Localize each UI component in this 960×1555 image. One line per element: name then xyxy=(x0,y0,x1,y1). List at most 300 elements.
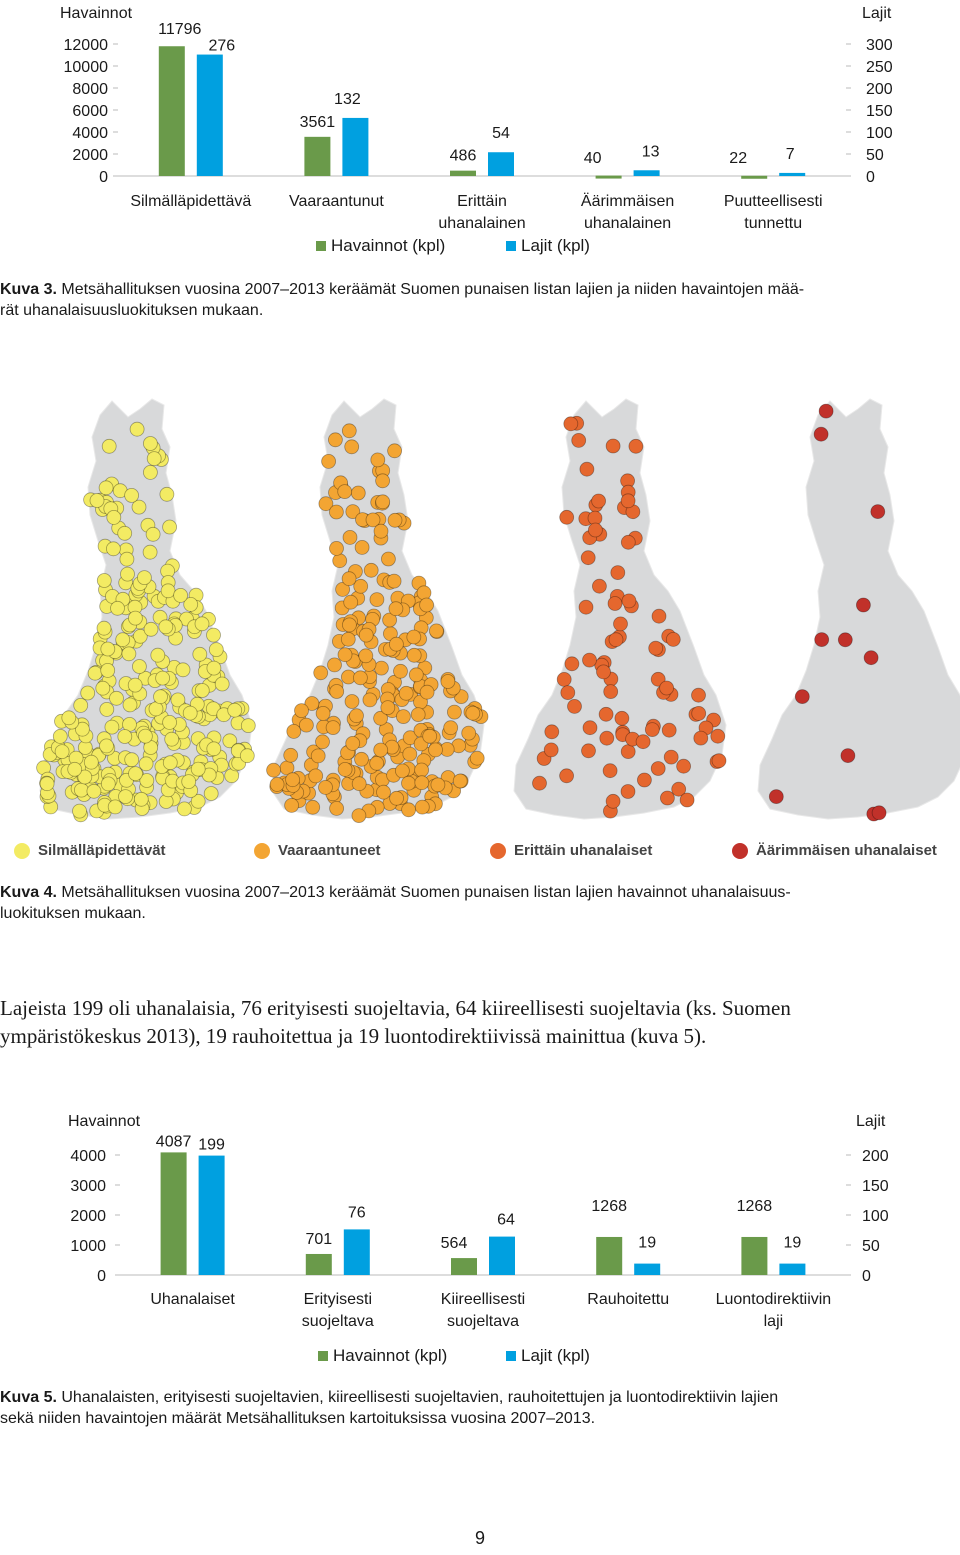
data-label-lajit: 19 xyxy=(638,1234,657,1252)
observation-dot xyxy=(344,595,358,609)
observation-dot xyxy=(108,800,122,814)
observation-dot xyxy=(692,706,706,720)
observation-dot xyxy=(285,798,299,812)
observation-dot xyxy=(101,663,115,677)
observation-dot xyxy=(62,711,76,725)
observation-dot xyxy=(387,574,401,588)
observation-dot xyxy=(306,800,320,814)
observation-dot xyxy=(856,598,870,612)
observation-dot xyxy=(139,757,153,771)
x-category-label: Äärimmäisen xyxy=(580,193,675,210)
observation-dot xyxy=(622,594,636,608)
observation-dot xyxy=(151,648,165,662)
observation-dot xyxy=(370,756,384,770)
observation-dot xyxy=(399,686,413,700)
observation-dot xyxy=(120,552,134,566)
observation-dot xyxy=(581,551,595,565)
observation-dot xyxy=(637,773,651,787)
map-legend-label: Erittäin uhanalaiset xyxy=(514,842,653,859)
observation-dot xyxy=(374,743,388,757)
bar-lajit xyxy=(342,118,368,176)
observation-dot xyxy=(342,618,356,632)
bar-havainnot xyxy=(451,1258,477,1275)
observation-dot xyxy=(342,572,356,586)
observation-dot xyxy=(346,736,360,750)
data-label-lajit: 13 xyxy=(641,143,660,161)
caption-label: Kuva 4. xyxy=(0,884,57,901)
observation-dot xyxy=(128,678,142,692)
observation-dot xyxy=(81,686,95,700)
observation-dot xyxy=(371,453,385,467)
data-label-havainnot: 1268 xyxy=(591,1197,627,1215)
observation-dot xyxy=(125,488,139,502)
observation-dot xyxy=(614,617,628,631)
observation-dot xyxy=(560,510,574,524)
observation-dot xyxy=(351,486,365,500)
y-tick-label-left: 2000 xyxy=(72,147,108,164)
observation-dot xyxy=(125,753,139,767)
chart2-ylabel-right: Lajit xyxy=(856,1113,886,1130)
y-tick-label-left: 3000 xyxy=(70,1178,106,1195)
observation-dot xyxy=(411,708,425,722)
x-category-label: laji xyxy=(763,1313,784,1330)
bar-havainnot xyxy=(161,1152,187,1275)
observation-dot xyxy=(462,726,476,740)
legend-label: Havainnot (kpl) xyxy=(333,1346,448,1365)
observation-dot xyxy=(394,664,408,678)
x-category-label: uhanalainen xyxy=(583,215,672,232)
observation-dot xyxy=(333,554,347,568)
observation-dot xyxy=(309,769,323,783)
observation-dot xyxy=(545,725,559,739)
bar-havainnot xyxy=(741,1237,767,1275)
observation-dot xyxy=(163,520,177,534)
observation-dot xyxy=(407,648,421,662)
observation-dot xyxy=(565,657,579,671)
observation-dot xyxy=(355,752,369,766)
observation-dot xyxy=(466,706,480,720)
data-label-lajit: 7 xyxy=(785,145,795,163)
observation-dot xyxy=(603,764,617,778)
observation-dot xyxy=(295,704,309,718)
observation-dot xyxy=(453,774,467,788)
observation-dot xyxy=(191,762,205,776)
observation-dot xyxy=(74,698,88,712)
observation-dot xyxy=(195,617,209,631)
observation-dot xyxy=(355,540,369,554)
yellow-dot-icon xyxy=(14,843,30,859)
observation-dot xyxy=(284,748,298,762)
x-category-label: Vaaraantunut xyxy=(288,193,384,210)
legend-swatch-green xyxy=(318,1351,328,1361)
observation-dot xyxy=(96,681,110,695)
observation-dot xyxy=(228,703,242,717)
observation-dot xyxy=(841,749,855,763)
y-tick-label-right: 150 xyxy=(862,1178,889,1195)
y-tick-label-left: 0 xyxy=(99,169,108,186)
chart1-ylabel-right: Lajit xyxy=(862,5,892,22)
observation-dot xyxy=(352,809,366,823)
observation-dot xyxy=(666,632,680,646)
y-tick-label-right: 250 xyxy=(866,59,893,76)
observation-dot xyxy=(712,754,726,768)
y-tick-label-right: 0 xyxy=(866,169,875,186)
observation-dot xyxy=(544,743,558,757)
observation-dot xyxy=(872,806,886,820)
observation-dot xyxy=(649,641,663,655)
x-category-label: Silmälläpidettävä xyxy=(130,193,252,210)
observation-dot xyxy=(163,715,177,729)
observation-dot xyxy=(431,778,445,792)
observation-dot xyxy=(814,427,828,441)
observation-dot xyxy=(651,762,665,776)
chart2-legend-lajit xyxy=(506,1346,590,1366)
observation-dot xyxy=(97,574,111,588)
caption-text: Metsähallituksen vuosina 2007–2013 keräämät Suomen punaisen listan lajien ja niiden havaintojen mää- xyxy=(56,281,805,298)
observation-dot xyxy=(664,750,678,764)
observation-dot xyxy=(592,579,606,593)
data-label-havainnot: 40 xyxy=(583,150,602,167)
y-tick-label-left: 8000 xyxy=(72,81,108,98)
observation-dot xyxy=(636,735,650,749)
caption-text-2: sekä niiden havaintojen määrät Metsähallituksen kartoituksissa vuosina 2007–2013. xyxy=(0,1410,596,1427)
observation-dot xyxy=(621,785,635,799)
observation-dot xyxy=(343,530,357,544)
observation-dot xyxy=(341,632,355,646)
observation-dot xyxy=(84,755,98,769)
y-tick-label-right: 50 xyxy=(866,147,884,164)
observation-dot xyxy=(769,790,783,804)
caption-kuva-4 xyxy=(0,882,960,924)
legend-swatch-blue xyxy=(506,1351,516,1361)
observation-dot xyxy=(402,803,416,817)
observation-dot xyxy=(177,802,191,816)
map-legend-orange xyxy=(254,842,381,859)
observation-dot xyxy=(207,661,221,675)
observation-dot xyxy=(118,526,132,540)
map-legend-red xyxy=(490,842,652,859)
finland-maps xyxy=(0,395,960,835)
observation-dot xyxy=(692,688,706,702)
observation-dot xyxy=(193,647,207,661)
y-tick-label-left: 12000 xyxy=(63,37,108,54)
observation-dot xyxy=(359,628,373,642)
observation-dot xyxy=(389,637,403,651)
observation-dot xyxy=(381,701,395,715)
observation-dot xyxy=(561,686,575,700)
observation-dot xyxy=(660,791,674,805)
observation-dot xyxy=(182,775,196,789)
caption-text: Metsähallituksen vuosina 2007–2013 keräämät Suomen punaisen listan lajien havainnot uhanalaisuus- xyxy=(56,884,791,901)
observation-dot xyxy=(568,699,582,713)
observation-dot xyxy=(130,422,144,436)
bar-havainnot xyxy=(741,176,767,179)
observation-dot xyxy=(353,671,367,685)
data-label-havainnot: 564 xyxy=(440,1235,468,1253)
x-category-label: tunnettu xyxy=(744,215,803,232)
observation-dot xyxy=(395,764,409,778)
observation-dot xyxy=(144,622,158,636)
observation-dot xyxy=(652,609,666,623)
observation-dot xyxy=(110,691,124,705)
y-tick-label-right: 300 xyxy=(866,37,893,54)
bar-lajit xyxy=(779,173,805,176)
observation-dot xyxy=(118,730,132,744)
x-category-label: uhanalainen xyxy=(438,215,526,232)
observation-dot xyxy=(376,495,390,509)
observation-dot xyxy=(207,628,221,642)
observation-dot xyxy=(429,624,443,638)
bar-lajit xyxy=(488,152,514,176)
observation-dot xyxy=(138,729,152,743)
observation-dot xyxy=(364,563,378,577)
x-category-label: Erityisesti xyxy=(303,1291,373,1308)
observation-dot xyxy=(55,745,69,759)
map-legend-label: Äärimmäisen uhanalaiset xyxy=(756,842,937,859)
observation-dot xyxy=(316,735,330,749)
observation-dot xyxy=(330,541,344,555)
caption-label: Kuva 5. xyxy=(0,1389,57,1406)
caption-label: Kuva 3. xyxy=(0,281,57,298)
observation-dot xyxy=(68,762,82,776)
observation-dot xyxy=(390,791,404,805)
observation-dot xyxy=(377,785,391,799)
data-label-havainnot: 486 xyxy=(449,147,477,165)
observation-dot xyxy=(374,661,388,675)
observation-dot xyxy=(53,729,67,743)
observation-dot xyxy=(557,672,571,686)
x-category-label: Uhanalaiset xyxy=(150,1291,235,1308)
data-label-havainnot: 1268 xyxy=(736,1197,773,1215)
observation-dot xyxy=(207,742,221,756)
x-category-label: Erittäin xyxy=(457,193,507,210)
observation-dot xyxy=(583,653,597,667)
observation-dot xyxy=(116,633,130,647)
observation-dot xyxy=(352,777,366,791)
data-label-lajit: 64 xyxy=(497,1211,515,1229)
observation-dot xyxy=(611,566,625,580)
observation-dot xyxy=(376,474,390,488)
observation-dot xyxy=(374,524,388,538)
observation-dot xyxy=(137,571,151,585)
observation-dot xyxy=(795,690,809,704)
observation-dot xyxy=(147,452,161,466)
chart-species-by-category xyxy=(0,0,960,262)
observation-dot xyxy=(838,633,852,647)
observation-dot xyxy=(629,439,643,453)
observation-dot xyxy=(388,513,402,527)
observation-dot xyxy=(359,649,373,663)
observation-dot xyxy=(599,707,613,721)
data-label-lajit: 54 xyxy=(492,125,510,143)
y-tick-label-left: 1000 xyxy=(70,1238,106,1255)
observation-dot xyxy=(381,552,395,566)
observation-dot xyxy=(660,681,674,695)
bar-havainnot xyxy=(306,1254,332,1275)
observation-dot xyxy=(396,710,410,724)
observation-dot xyxy=(694,731,708,745)
observation-dot xyxy=(645,723,659,737)
observation-dot xyxy=(100,702,114,716)
observation-dot xyxy=(533,776,547,790)
observation-dot xyxy=(819,404,833,418)
x-category-label: suojeltava xyxy=(301,1313,374,1330)
chart2-legend-havainnot xyxy=(318,1346,447,1366)
observation-dot xyxy=(73,804,87,818)
chart1-ylabel-left: Havainnot xyxy=(60,5,133,22)
bar-havainnot xyxy=(450,171,476,176)
map-legend-label: Silmälläpidettävät xyxy=(38,842,166,859)
observation-dot xyxy=(102,439,116,453)
observation-dot xyxy=(409,668,423,682)
y-tick-label-left: 10000 xyxy=(63,59,108,76)
y-tick-label-left: 4000 xyxy=(70,1148,106,1165)
legend-swatch-blue xyxy=(506,241,516,251)
data-label-lajit: 76 xyxy=(347,1204,366,1222)
observation-dot xyxy=(815,633,829,647)
observation-dot xyxy=(146,527,160,541)
bar-havainnot xyxy=(596,1237,622,1275)
observation-dot xyxy=(215,677,229,691)
orange-dot-icon xyxy=(254,843,270,859)
observation-dot xyxy=(121,567,135,581)
observation-dot xyxy=(195,684,209,698)
observation-dot xyxy=(415,800,429,814)
observation-dot xyxy=(580,462,594,476)
observation-dot xyxy=(88,666,102,680)
observation-dot xyxy=(183,706,197,720)
y-tick-label-right: 0 xyxy=(862,1268,871,1285)
y-tick-label-right: 200 xyxy=(862,1148,889,1165)
legend-label: Lajit (kpl) xyxy=(521,1346,590,1365)
data-label-havainnot: 11796 xyxy=(158,21,202,39)
observation-dot xyxy=(319,780,333,794)
observation-dot xyxy=(132,660,146,674)
bar-lajit xyxy=(779,1264,805,1275)
observation-dot xyxy=(154,690,168,704)
y-tick-label-right: 100 xyxy=(862,1208,889,1225)
observation-dot xyxy=(417,586,431,600)
observation-dot xyxy=(311,749,325,763)
observation-dot xyxy=(600,731,614,745)
map-legend-yellow xyxy=(14,842,166,859)
legend-swatch-green xyxy=(316,241,326,251)
chart-protected-species xyxy=(0,1100,960,1350)
observation-dot xyxy=(606,439,620,453)
observation-dot xyxy=(579,600,593,614)
observation-dot xyxy=(165,732,179,746)
observation-dot xyxy=(592,494,606,508)
observation-dot xyxy=(159,620,173,634)
caption-kuva-5 xyxy=(0,1387,960,1429)
observation-dot xyxy=(330,801,344,815)
observation-dot xyxy=(420,685,434,699)
observation-dot xyxy=(156,671,170,685)
observation-dot xyxy=(615,711,629,725)
observation-dot xyxy=(241,719,255,733)
observation-dot xyxy=(106,542,120,556)
observation-dot xyxy=(40,777,54,791)
observation-dot xyxy=(99,481,113,495)
observation-dot xyxy=(621,745,635,759)
y-tick-label-left: 2000 xyxy=(70,1208,106,1225)
y-tick-label-right: 150 xyxy=(866,103,893,120)
observation-dot xyxy=(864,651,878,665)
observation-dot xyxy=(429,743,443,757)
observation-dot xyxy=(388,444,402,458)
observation-dot xyxy=(161,584,175,598)
observation-dot xyxy=(604,685,618,699)
observation-dot xyxy=(328,433,342,447)
observation-dot xyxy=(329,505,343,519)
y-tick-label-right: 200 xyxy=(866,81,893,98)
map-vaaraantuneet xyxy=(267,399,488,823)
data-label-havainnot: 4087 xyxy=(155,1133,192,1151)
observation-dot xyxy=(287,724,301,738)
observation-dot xyxy=(338,485,352,499)
observation-dot xyxy=(597,665,611,679)
observation-dot xyxy=(345,440,359,454)
x-category-label: Luontodirektiivin xyxy=(715,1291,832,1308)
caption-kuva-3 xyxy=(0,279,960,321)
observation-dot xyxy=(128,611,142,625)
observation-dot xyxy=(447,705,461,719)
caption-text-2: luokituksen mukaan. xyxy=(0,905,146,922)
observation-dot xyxy=(621,535,635,549)
observation-dot xyxy=(270,777,284,791)
observation-dot xyxy=(444,721,458,735)
bar-lajit xyxy=(199,1156,225,1275)
x-category-label: Rauhoitettu xyxy=(587,1291,670,1308)
observation-dot xyxy=(871,505,885,519)
observation-dot xyxy=(326,721,340,735)
bar-havainnot xyxy=(304,137,330,176)
observation-dot xyxy=(314,666,328,680)
y-tick-label-left: 4000 xyxy=(72,125,108,142)
y-tick-label-left: 0 xyxy=(97,1268,106,1285)
observation-dot xyxy=(370,593,384,607)
y-tick-label-right: 100 xyxy=(866,125,893,142)
observation-dot xyxy=(107,510,121,524)
observation-dot xyxy=(119,790,133,804)
paragraph-line-1: Lajeista 199 oli uhanalaisia, 76 erityisesti suojeltavia, 64 kiireellisesti suojeltavia (ks. Suomen xyxy=(0,996,791,1020)
data-label-havainnot: 22 xyxy=(729,150,748,167)
observation-dot xyxy=(143,437,157,451)
observation-dot xyxy=(582,744,596,758)
observation-dot xyxy=(415,763,429,777)
x-category-label: Kiireellisesti xyxy=(440,1291,526,1308)
bar-lajit xyxy=(197,55,223,176)
caption-text: Uhanalaisten, erityisesti suojeltavien, kiireellisesti suojeltavien, rauhoitettujen ja luontodirektiivin lajien xyxy=(56,1389,779,1406)
paragraph-line-2: ympäristökeskus 2013), 19 rauhoitettua ja 19 luontodirektiivissä mainittua (kuva 5). xyxy=(0,1024,707,1048)
data-label-lajit: 132 xyxy=(334,90,361,108)
bar-lajit xyxy=(344,1229,370,1275)
observation-dot xyxy=(90,494,104,508)
observation-dot xyxy=(609,633,623,647)
observation-dot xyxy=(621,494,635,508)
observation-dot xyxy=(122,647,136,661)
map-aarimmaisen-uhanalaiset xyxy=(758,399,960,821)
bar-havainnot xyxy=(596,176,622,179)
observation-dot xyxy=(87,784,101,798)
observation-dot xyxy=(328,658,342,672)
observation-dot xyxy=(441,675,455,689)
observation-dot xyxy=(470,751,484,765)
chart1-legend-lajit xyxy=(506,236,590,256)
observation-dot xyxy=(402,776,416,790)
observation-dot xyxy=(123,698,137,712)
data-label-lajit: 199 xyxy=(198,1136,225,1154)
